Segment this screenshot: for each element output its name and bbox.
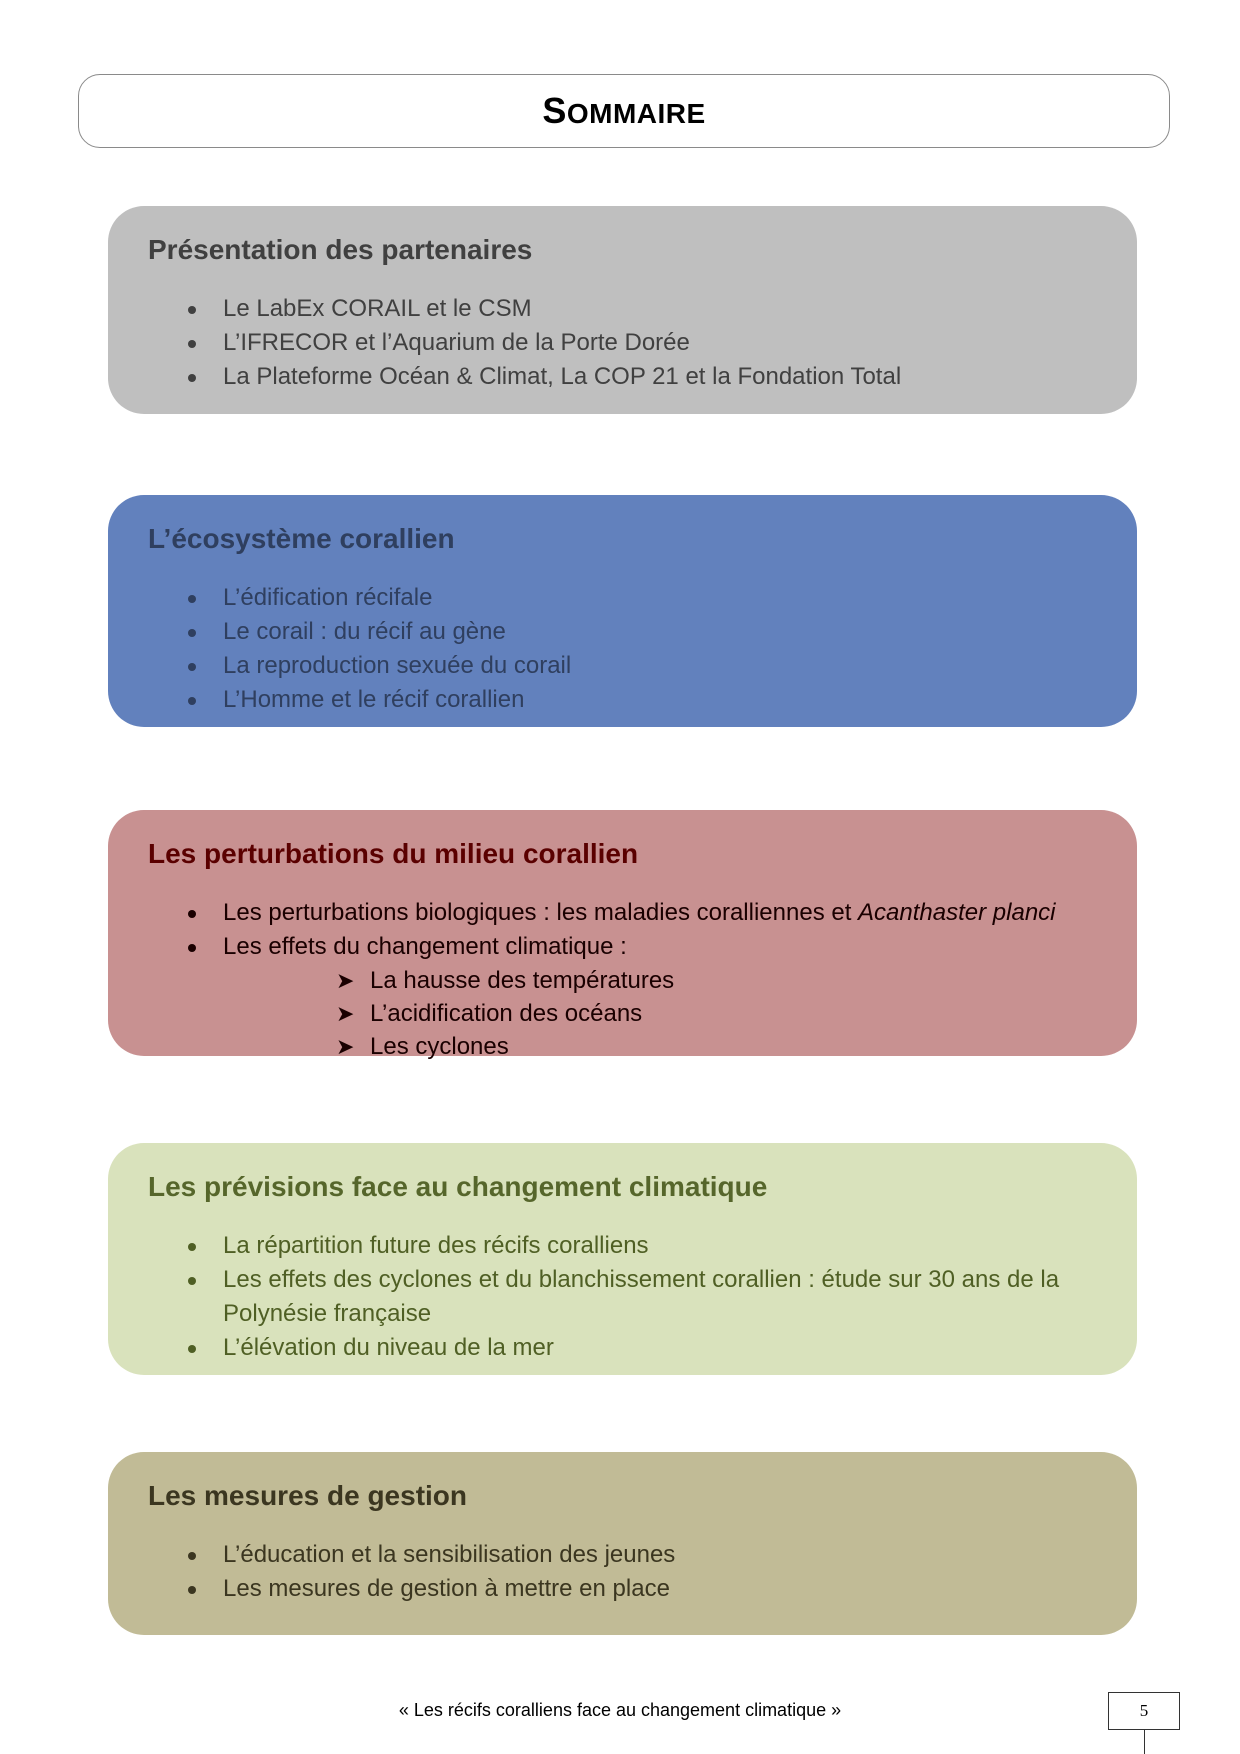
- section-title: Les prévisions face au changement climatique: [148, 1171, 768, 1202]
- list-item: L’Homme et le récif corallien: [148, 683, 1097, 717]
- sub-list-item: [148, 1030, 1097, 1063]
- section-ecosysteme: [108, 495, 1137, 727]
- section-items: [148, 1229, 1097, 1365]
- list-item: [148, 896, 1097, 930]
- section-perturbations: [108, 810, 1137, 1060]
- section-items: [148, 581, 1097, 717]
- section-items: [148, 1538, 1097, 1606]
- title-box: [78, 74, 1170, 148]
- arrow-right-icon: ➤: [336, 1001, 355, 1026]
- sub-list-item-text: La hausse des températures: [370, 967, 675, 994]
- section-partenaires: [108, 206, 1137, 414]
- list-item: Les mesures de gestion à mettre en place: [148, 1572, 1097, 1606]
- sub-list-item-text: L’acidification des océans: [370, 1000, 643, 1027]
- page-number-divider: [1144, 1730, 1145, 1754]
- section-title: Présentation des partenaires: [148, 234, 533, 265]
- footer-text: « Les récifs coralliens face au changement climatique »: [398, 1700, 842, 1720]
- page-number: 5: [1108, 1692, 1180, 1730]
- sub-list-item: [148, 997, 1097, 1030]
- page-title-initial: S: [542, 90, 567, 131]
- page-title-rest: OMMAIRE: [566, 98, 706, 129]
- list-item: La répartition future des récifs coralliens: [148, 1229, 1097, 1263]
- list-item: L’édification récifale: [148, 581, 1097, 615]
- section-previsions: [108, 1143, 1137, 1375]
- list-item-italic: Acanthaster planci: [858, 899, 1056, 926]
- list-item: La reproduction sexuée du corail: [148, 649, 1097, 683]
- section-subitems: [148, 964, 1097, 1063]
- list-item: Les effets des cyclones et du blanchissement corallien : étude sur 30 ans de la Polynésie française: [148, 1263, 1097, 1331]
- arrow-right-icon: ➤: [336, 968, 355, 993]
- section-mesures: [108, 1452, 1137, 1635]
- page-title: [542, 90, 705, 132]
- arrow-right-icon: ➤: [336, 1034, 355, 1059]
- list-item: La Plateforme Océan & Climat, La COP 21 et la Fondation Total: [148, 360, 1097, 394]
- sub-list-item-text: Les cyclones: [370, 1033, 509, 1060]
- list-item-text: Les perturbations biologiques : les maladies coralliennes et: [223, 899, 859, 926]
- section-title: L’écosystème corallien: [148, 523, 455, 554]
- list-item: Les effets du changement climatique :: [148, 930, 1097, 964]
- list-item: L’élévation du niveau de la mer: [148, 1331, 1097, 1365]
- section-items: [148, 292, 1097, 394]
- sub-list-item: [148, 964, 1097, 997]
- list-item: L’éducation et la sensibilisation des jeunes: [148, 1538, 1097, 1572]
- section-items: [148, 896, 1097, 964]
- section-title: Les mesures de gestion: [148, 1480, 468, 1511]
- list-item: Le corail : du récif au gène: [148, 615, 1097, 649]
- list-item: Le LabEx CORAIL et le CSM: [148, 292, 1097, 326]
- list-item: L’IFRECOR et l’Aquarium de la Porte Dorée: [148, 326, 1097, 360]
- section-title: Les perturbations du milieu corallien: [148, 838, 639, 869]
